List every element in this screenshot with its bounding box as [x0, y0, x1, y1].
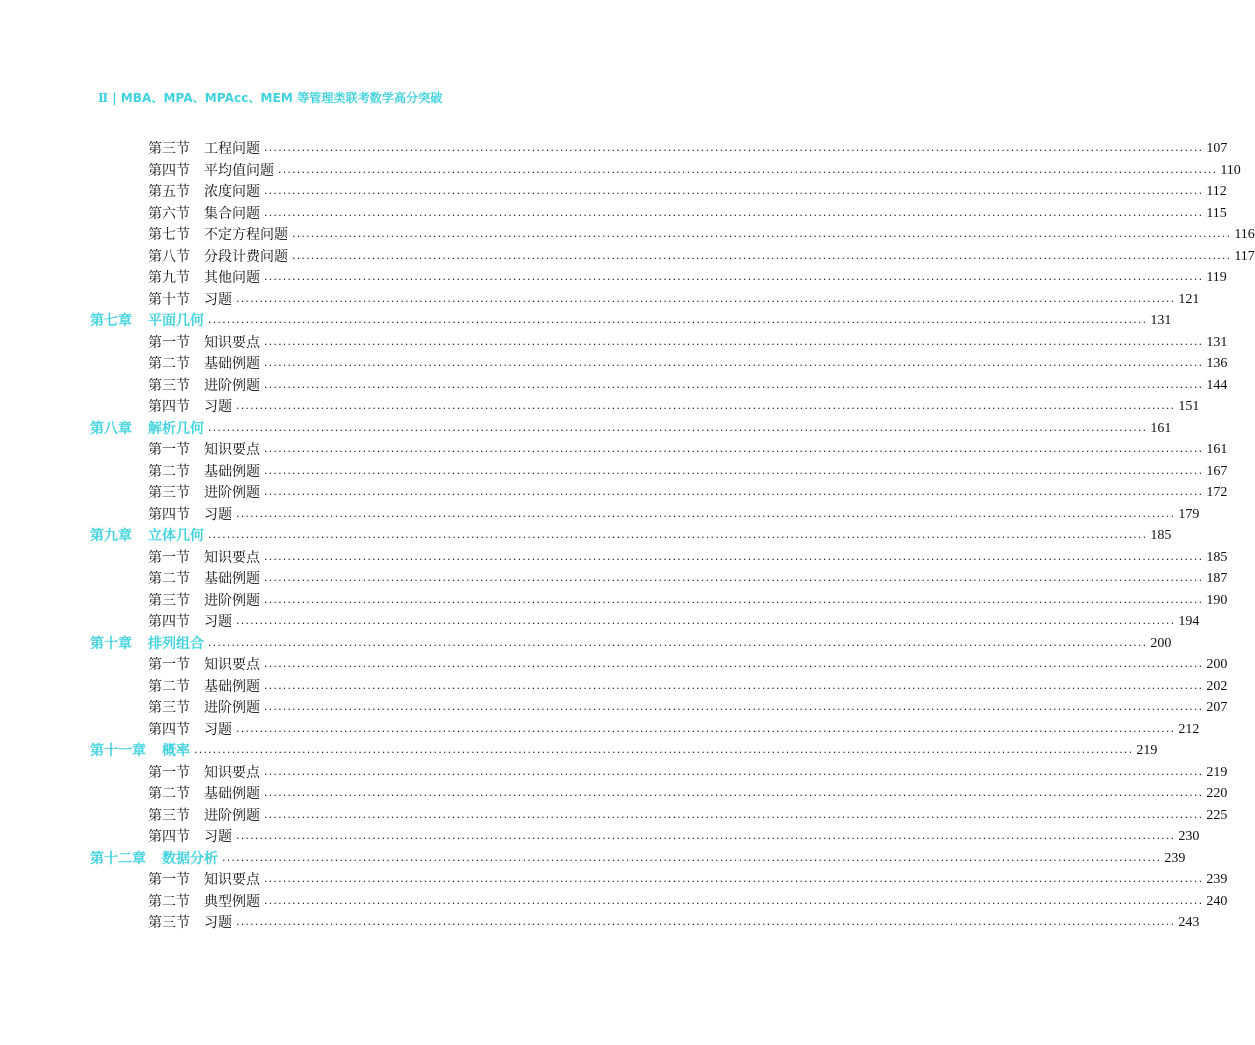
- section-number: 第三节: [148, 485, 190, 501]
- page-number: 161: [1150, 421, 1172, 436]
- page-number: 151: [1178, 399, 1200, 414]
- toc-section-entry[interactable]: [148, 781, 1228, 803]
- section-number: 第三节: [148, 593, 190, 609]
- page-number: 115: [1206, 206, 1227, 221]
- section-title: 进阶例题: [204, 808, 260, 824]
- dot-leader: ········································································································································································································: [264, 488, 1204, 501]
- section-number: 第三节: [148, 700, 190, 716]
- toc-section-entry[interactable]: [148, 760, 1228, 782]
- dot-leader: ········································································································································································································: [222, 854, 1162, 867]
- toc-section-entry[interactable]: [148, 674, 1228, 696]
- section-number: 第四节: [148, 614, 190, 630]
- page-number: 225: [1206, 808, 1228, 823]
- toc-section-entry[interactable]: [148, 910, 1200, 932]
- page-number: 136: [1206, 356, 1228, 371]
- section-title: 其他问题: [204, 270, 260, 286]
- dot-leader: ········································································································································································································: [264, 811, 1204, 824]
- section-title: 基础例题: [204, 679, 260, 695]
- section-number: 第四节: [148, 829, 190, 845]
- section-number: 第一节: [148, 550, 190, 566]
- section-number: 第四节: [148, 507, 190, 523]
- dot-leader: ········································································································································································································: [264, 187, 1204, 200]
- dot-leader: ········································································································································································································: [264, 273, 1204, 286]
- section-number: 第七节: [148, 227, 190, 243]
- page-number: 187: [1206, 571, 1228, 586]
- running-header: [98, 89, 442, 106]
- toc-chapter-entry[interactable]: [90, 846, 1186, 868]
- dot-leader: ········································································································································································································: [264, 381, 1204, 394]
- dot-leader: ········································································································································································································: [264, 359, 1204, 372]
- page-number: 219: [1136, 743, 1158, 758]
- page-number: 239: [1206, 872, 1228, 887]
- toc-chapter-entry[interactable]: [90, 738, 1158, 760]
- page-number: 107: [1206, 141, 1228, 156]
- dot-leader: ········································································································································································································: [264, 875, 1204, 888]
- chapter-number: 第八章: [90, 421, 132, 437]
- section-number: 第三节: [148, 141, 190, 157]
- dot-leader: ········································································································································································································: [264, 789, 1204, 802]
- page-number: 110: [1220, 163, 1241, 178]
- dot-leader: ········································································································································································································: [264, 682, 1204, 695]
- page-number: 144: [1206, 378, 1228, 393]
- section-title: 知识要点: [204, 442, 260, 458]
- dot-leader: ········································································································································································································: [264, 209, 1204, 222]
- dot-leader: ········································································································································································································: [264, 574, 1204, 587]
- page-number: 167: [1206, 464, 1228, 479]
- header-separator: |: [112, 91, 117, 105]
- section-number: 第二节: [148, 464, 190, 480]
- toc-chapter-entry[interactable]: [90, 523, 1172, 545]
- toc-section-entry[interactable]: [148, 695, 1228, 717]
- toc-section-entry[interactable]: [148, 437, 1228, 459]
- section-title: 习题: [204, 399, 232, 415]
- section-number: 第一节: [148, 442, 190, 458]
- toc-section-entry[interactable]: [148, 394, 1200, 416]
- section-title: 习题: [204, 722, 232, 738]
- section-number: 第四节: [148, 722, 190, 738]
- dot-leader: ········································································································································································································: [236, 402, 1176, 415]
- page-number: 185: [1206, 550, 1228, 565]
- section-title: 不定方程问题: [204, 227, 288, 243]
- chapter-number: 第十章: [90, 636, 132, 652]
- book-title: MBA、MPA、MPAcc、MEM 等管理类联考数学高分突破: [120, 91, 443, 105]
- section-title: 知识要点: [204, 550, 260, 566]
- dot-leader: ········································································································································································································: [236, 832, 1176, 845]
- page-number: 117: [1234, 249, 1255, 264]
- page-number: 219: [1206, 765, 1228, 780]
- section-title: 习题: [204, 292, 232, 308]
- section-title: 习题: [204, 507, 232, 523]
- dot-leader: ········································································································································································································: [264, 445, 1204, 458]
- dot-leader: ········································································································································································································: [278, 166, 1218, 179]
- page-number: 131: [1206, 335, 1228, 350]
- toc-section-entry[interactable]: [148, 717, 1200, 739]
- dot-leader: ········································································································································································································: [236, 918, 1176, 931]
- page-number: 179: [1178, 507, 1200, 522]
- page-number: 200: [1206, 657, 1228, 672]
- toc-section-entry[interactable]: [148, 373, 1228, 395]
- toc-chapter-entry[interactable]: [90, 416, 1172, 438]
- dot-leader: ········································································································································································································: [264, 338, 1204, 351]
- chapter-number: 第七章: [90, 313, 132, 329]
- toc-section-entry[interactable]: [148, 179, 1227, 201]
- chapter-title: 数据分析: [162, 851, 218, 867]
- toc-section-entry[interactable]: [148, 889, 1228, 911]
- section-title: 基础例题: [204, 786, 260, 802]
- dot-leader: ········································································································································································································: [264, 897, 1204, 910]
- page-number: 202: [1206, 679, 1228, 694]
- section-title: 知识要点: [204, 335, 260, 351]
- section-title: 习题: [204, 829, 232, 845]
- section-title: 分段计费问题: [204, 249, 288, 265]
- dot-leader: ········································································································································································································: [292, 252, 1232, 265]
- toc-section-entry[interactable]: [148, 265, 1227, 287]
- toc-section-entry[interactable]: [148, 287, 1200, 309]
- chapter-title: 排列组合: [148, 636, 204, 652]
- dot-leader: ········································································································································································································: [208, 531, 1148, 544]
- section-title: 工程问题: [204, 141, 260, 157]
- section-number: 第一节: [148, 335, 190, 351]
- toc-section-entry[interactable]: [148, 244, 1255, 266]
- section-number: 第一节: [148, 765, 190, 781]
- dot-leader: ········································································································································································································: [236, 617, 1176, 630]
- section-title: 进阶例题: [204, 593, 260, 609]
- dot-leader: ········································································································································································································: [264, 660, 1204, 673]
- section-number: 第五节: [148, 184, 190, 200]
- chapter-title: 平面几何: [148, 313, 204, 329]
- section-title: 进阶例题: [204, 700, 260, 716]
- section-title: 典型例题: [204, 894, 260, 910]
- section-number: 第二节: [148, 571, 190, 587]
- section-title: 知识要点: [204, 765, 260, 781]
- dot-leader: ········································································································································································································: [208, 424, 1148, 437]
- section-number: 第二节: [148, 786, 190, 802]
- section-title: 基础例题: [204, 571, 260, 587]
- section-number: 第六节: [148, 206, 190, 222]
- dot-leader: ········································································································································································································: [208, 316, 1148, 329]
- page-number: 230: [1178, 829, 1200, 844]
- dot-leader: ········································································································································································································: [264, 768, 1204, 781]
- section-title: 习题: [204, 614, 232, 630]
- dot-leader: ········································································································································································································: [292, 230, 1232, 243]
- chapter-number: 第九章: [90, 528, 132, 544]
- toc-section-entry[interactable]: [148, 652, 1228, 674]
- page-number: 172: [1206, 485, 1228, 500]
- page-number: 121: [1178, 292, 1200, 307]
- chapter-number: 第十二章: [90, 851, 146, 867]
- dot-leader: ········································································································································································································: [236, 295, 1176, 308]
- dot-leader: ········································································································································································································: [236, 510, 1176, 523]
- section-number: 第三节: [148, 378, 190, 394]
- section-number: 第九节: [148, 270, 190, 286]
- toc-section-entry[interactable]: [148, 588, 1228, 610]
- section-title: 知识要点: [204, 872, 260, 888]
- toc-section-entry[interactable]: [148, 222, 1255, 244]
- page-number: 112: [1206, 184, 1227, 199]
- section-title: 进阶例题: [204, 378, 260, 394]
- toc-chapter-entry[interactable]: [90, 308, 1172, 330]
- toc-section-entry[interactable]: [148, 330, 1228, 352]
- dot-leader: ········································································································································································································: [264, 596, 1204, 609]
- toc-section-entry[interactable]: [148, 867, 1228, 889]
- dot-leader: ········································································································································································································: [208, 639, 1148, 652]
- section-number: 第三节: [148, 808, 190, 824]
- section-number: 第四节: [148, 399, 190, 415]
- toc-section-entry[interactable]: [148, 136, 1228, 158]
- section-title: 集合问题: [204, 206, 260, 222]
- toc-section-entry[interactable]: [148, 480, 1228, 502]
- page-number: 194: [1178, 614, 1200, 629]
- page-number: 220: [1206, 786, 1228, 801]
- toc-section-entry[interactable]: [148, 158, 1241, 180]
- dot-leader: ········································································································································································································: [264, 144, 1204, 157]
- page-number: 207: [1206, 700, 1228, 715]
- toc-section-entry[interactable]: [148, 502, 1200, 524]
- dot-leader: ········································································································································································································: [264, 553, 1204, 566]
- section-title: 平均值问题: [204, 163, 274, 179]
- toc-section-entry[interactable]: [148, 824, 1200, 846]
- toc-chapter-entry[interactable]: [90, 631, 1172, 653]
- page-number: 185: [1150, 528, 1172, 543]
- dot-leader: ········································································································································································································: [236, 725, 1176, 738]
- section-title: 基础例题: [204, 464, 260, 480]
- section-title: 进阶例题: [204, 485, 260, 501]
- chapter-title: 立体几何: [148, 528, 204, 544]
- page-number: 190: [1206, 593, 1228, 608]
- dot-leader: ········································································································································································································: [264, 703, 1204, 716]
- page-number: 200: [1150, 636, 1172, 651]
- toc-section-entry[interactable]: [148, 351, 1228, 373]
- chapter-number: 第十一章: [90, 743, 146, 759]
- section-number: 第八节: [148, 249, 190, 265]
- section-title: 知识要点: [204, 657, 260, 673]
- page-number: 161: [1206, 442, 1228, 457]
- toc-section-entry[interactable]: [148, 545, 1228, 567]
- section-number: 第二节: [148, 679, 190, 695]
- toc-section-entry[interactable]: [148, 803, 1228, 825]
- page-number: 212: [1178, 722, 1200, 737]
- page-number: 116: [1234, 227, 1255, 242]
- toc-section-entry[interactable]: [148, 609, 1200, 631]
- section-number: 第四节: [148, 163, 190, 179]
- section-number: 第十节: [148, 292, 190, 308]
- page-number-roman: Ⅱ: [98, 91, 109, 105]
- section-title: 基础例题: [204, 356, 260, 372]
- page-number: 240: [1206, 894, 1228, 909]
- dot-leader: ········································································································································································································: [194, 746, 1134, 759]
- page-number: 131: [1150, 313, 1172, 328]
- dot-leader: ········································································································································································································: [264, 467, 1204, 480]
- section-title: 习题: [204, 915, 232, 931]
- toc-section-entry[interactable]: [148, 566, 1228, 588]
- chapter-title: 概率: [162, 743, 190, 759]
- page-number: 119: [1206, 270, 1227, 285]
- toc-section-entry[interactable]: [148, 459, 1228, 481]
- chapter-title: 解析几何: [148, 421, 204, 437]
- toc-section-entry[interactable]: [148, 201, 1227, 223]
- page-number: 243: [1178, 915, 1200, 930]
- section-number: 第二节: [148, 356, 190, 372]
- section-number: 第三节: [148, 915, 190, 931]
- page-number: 239: [1164, 851, 1186, 866]
- section-number: 第一节: [148, 657, 190, 673]
- section-number: 第二节: [148, 894, 190, 910]
- section-title: 浓度问题: [204, 184, 260, 200]
- section-number: 第一节: [148, 872, 190, 888]
